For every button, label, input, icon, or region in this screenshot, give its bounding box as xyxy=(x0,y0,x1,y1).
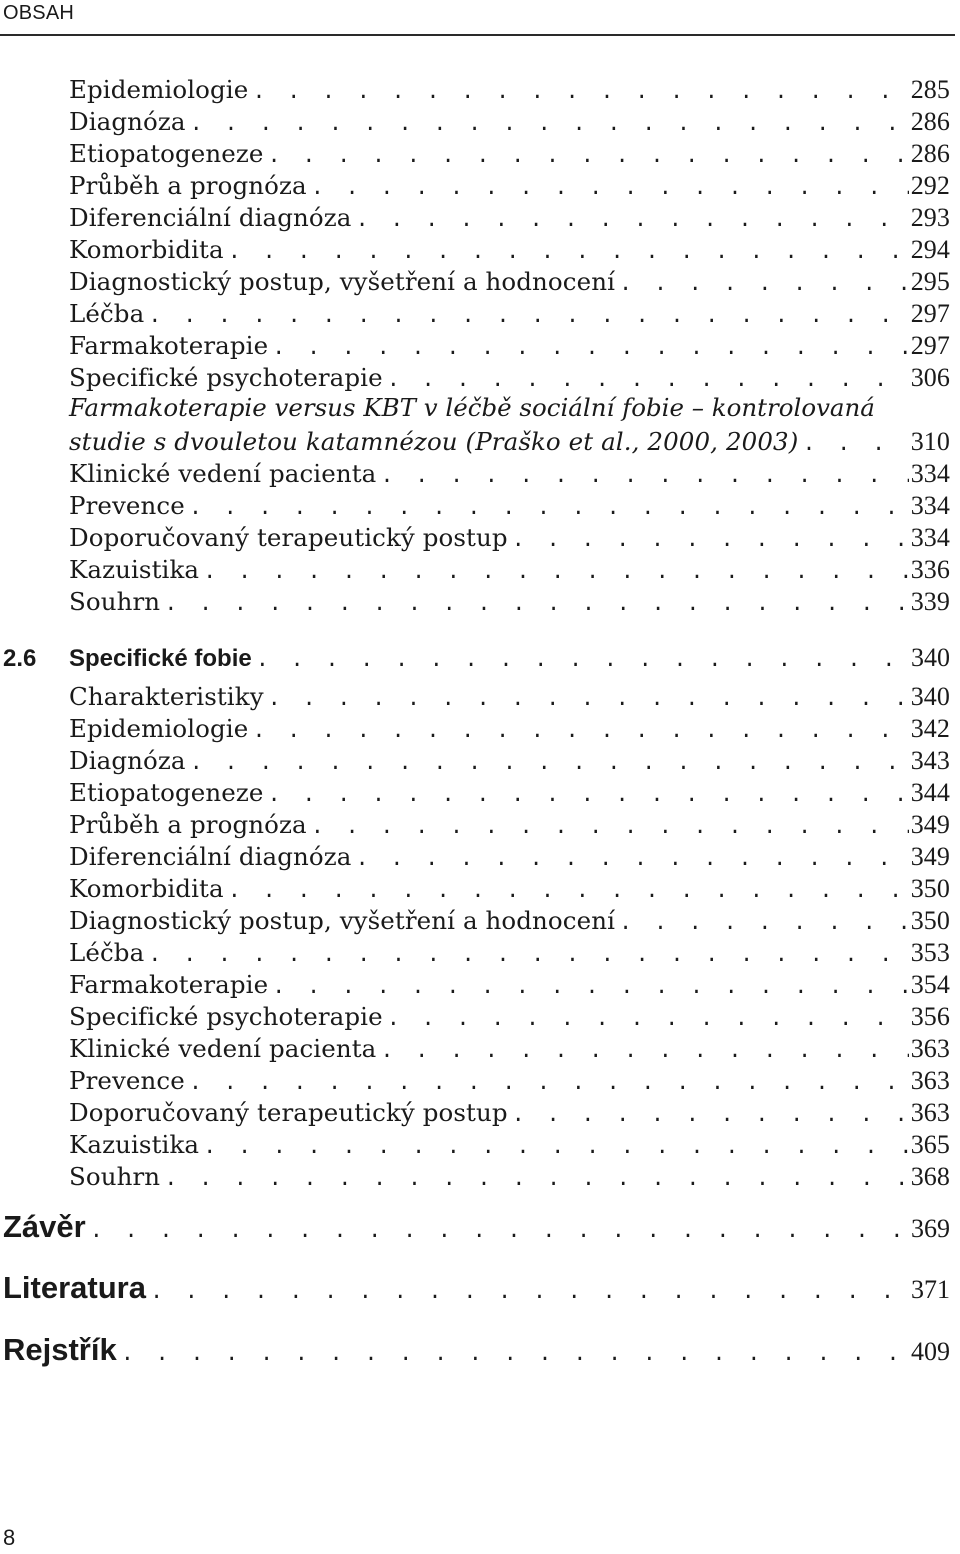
section-number: 2.6 xyxy=(3,645,37,672)
toc-entry-label: Specifické psychoterapie xyxy=(69,363,383,392)
chapter-title: Literatura xyxy=(3,1270,146,1305)
toc-entry-page: 292 xyxy=(910,171,950,200)
toc-entry[interactable] xyxy=(69,138,950,170)
dot-leader xyxy=(150,1273,909,1308)
dot-leader xyxy=(267,780,908,809)
dot-leader xyxy=(148,940,908,969)
toc-entry[interactable] xyxy=(69,170,950,202)
toc-entry-label: Diagnóza xyxy=(69,746,186,775)
dot-leader xyxy=(203,1132,909,1161)
toc-entry-page: 363 xyxy=(910,1034,950,1063)
toc-entry[interactable] xyxy=(69,554,950,586)
toc-entry-label: Klinické vedení pacienta xyxy=(69,1034,377,1063)
toc-entry-label: Kazuistika xyxy=(69,1130,200,1159)
toc-entry[interactable] xyxy=(69,202,950,234)
dot-leader xyxy=(387,1004,909,1033)
toc-entry[interactable] xyxy=(69,234,950,266)
toc-entry-page: 293 xyxy=(910,203,950,232)
toc-entry[interactable] xyxy=(69,1161,950,1193)
toc-entry[interactable] xyxy=(69,362,950,394)
toc-entry[interactable] xyxy=(69,330,950,362)
dot-leader xyxy=(268,684,909,713)
toc-entry-page: 342 xyxy=(910,714,950,743)
toc-entry[interactable] xyxy=(69,1033,950,1065)
toc-entry-label: Etiopatogeneze xyxy=(69,139,264,168)
toc-entry-label: Souhrn xyxy=(69,587,161,616)
toc-entry-page: 344 xyxy=(910,778,950,807)
dot-leader xyxy=(267,141,908,170)
toc-entry-label: Epidemiologie xyxy=(69,714,249,743)
toc-entry-label: Epidemiologie xyxy=(69,75,249,104)
toc-entry[interactable] xyxy=(69,681,950,713)
toc-entry-page: 336 xyxy=(910,555,950,584)
toc-entry-label: Komorbidita xyxy=(69,874,224,903)
toc-entry[interactable] xyxy=(69,777,950,809)
dot-leader xyxy=(311,812,909,841)
toc-entry-page: 350 xyxy=(910,906,950,935)
toc-entry-page: 297 xyxy=(910,299,950,328)
dot-leader xyxy=(190,748,909,777)
toc-entry-page: 334 xyxy=(910,491,950,520)
toc-entry-label: Diferenciální diagnóza xyxy=(69,203,352,232)
toc-entry[interactable] xyxy=(69,266,950,298)
dot-leader xyxy=(380,461,908,490)
toc-entry[interactable] xyxy=(69,1097,950,1129)
toc-entry-label: Diagnostický postup, vyšetření a hodnocení xyxy=(69,906,616,935)
dot-leader xyxy=(272,972,909,1001)
toc-entry-page: 350 xyxy=(910,874,950,903)
toc-entry[interactable] xyxy=(69,1001,950,1033)
dot-leader xyxy=(189,493,909,522)
dot-leader xyxy=(256,645,909,674)
toc-entry-label: Léčba xyxy=(69,299,145,328)
dot-leader xyxy=(311,173,909,202)
toc-entry-page: 339 xyxy=(910,587,950,616)
toc-entry-page: 371 xyxy=(911,1275,950,1304)
toc-entry-label: Kazuistika xyxy=(69,555,200,584)
toc-chapter[interactable] xyxy=(3,1207,950,1247)
toc-entry-page: 285 xyxy=(910,75,950,104)
toc-entry-page: 286 xyxy=(910,139,950,168)
toc-entry-page: 286 xyxy=(910,107,950,136)
dot-leader xyxy=(356,205,909,234)
dot-leader xyxy=(189,1068,909,1097)
dot-leader xyxy=(190,109,909,138)
toc-entry-label: studie s dvouletou katamnézou (Praško et al., 2000, 2003) xyxy=(69,427,799,456)
toc-entry[interactable] xyxy=(69,809,950,841)
toc-section-heading[interactable] xyxy=(3,642,950,674)
toc-entry-page: 340 xyxy=(910,682,950,711)
toc-chapter[interactable] xyxy=(3,1268,950,1308)
dot-leader xyxy=(164,589,909,618)
dot-leader xyxy=(356,844,909,873)
toc-entry-label: Diagnostický postup, vyšetření a hodnocení xyxy=(69,267,616,296)
dot-leader xyxy=(619,908,909,937)
toc-entry-page: 409 xyxy=(911,1337,950,1366)
toc-entry[interactable] xyxy=(69,905,950,937)
toc-entry[interactable] xyxy=(69,586,950,618)
toc-entry[interactable] xyxy=(69,937,950,969)
dot-leader xyxy=(380,1036,908,1065)
toc-entry-label: Průběh a prognóza xyxy=(69,171,307,200)
dot-leader xyxy=(121,1335,909,1370)
page-header xyxy=(0,0,960,36)
dot-leader xyxy=(619,269,909,298)
toc-entry-page: 294 xyxy=(910,235,950,264)
toc-entry-page: 349 xyxy=(910,842,950,871)
dot-leader xyxy=(387,365,909,394)
dot-leader xyxy=(203,557,909,586)
toc-entry[interactable] xyxy=(69,458,950,490)
toc-entry[interactable] xyxy=(69,1129,950,1161)
section-name: Specifické fobie xyxy=(69,645,252,672)
toc-entry[interactable] xyxy=(69,106,950,138)
toc-entry-page: 306 xyxy=(910,363,950,392)
toc-entry[interactable] xyxy=(69,873,950,905)
toc-entry-page: 356 xyxy=(910,1002,950,1031)
toc-entry-label: Klinické vedení pacienta xyxy=(69,459,377,488)
toc-entry-label: Specifické psychoterapie xyxy=(69,1002,383,1031)
toc-entry[interactable] xyxy=(69,426,950,458)
dot-leader xyxy=(164,1164,909,1193)
toc-entry-label: Léčba xyxy=(69,938,145,967)
dot-leader xyxy=(252,716,908,745)
toc-entry-label: Farmakoterapie xyxy=(69,331,269,360)
toc-entry[interactable] xyxy=(69,745,950,777)
toc-entry[interactable] xyxy=(69,969,950,1001)
toc-entry-label: Diagnóza xyxy=(69,107,186,136)
toc-entry-label: Souhrn xyxy=(69,1162,161,1191)
toc-entry-page: 369 xyxy=(911,1214,950,1243)
dot-leader xyxy=(90,1212,909,1247)
toc-entry-label: Farmakoterapie xyxy=(69,970,269,999)
toc-entry-page: 297 xyxy=(910,331,950,360)
toc-entry[interactable] xyxy=(69,74,950,106)
toc-entry-page: 295 xyxy=(910,267,950,296)
toc-entry-label: Doporučovaný terapeutický postup xyxy=(69,523,508,552)
dot-leader xyxy=(148,301,908,330)
toc-entry[interactable] xyxy=(69,713,950,745)
header-divider xyxy=(0,34,955,36)
toc-chapter[interactable] xyxy=(3,1330,950,1370)
toc-entry[interactable] xyxy=(69,522,950,554)
toc-entry-label: Komorbidita xyxy=(69,235,224,264)
toc-entry-label: Průběh a prognóza xyxy=(69,810,307,839)
toc-entry-page: 354 xyxy=(910,970,950,999)
toc-entry-page: 368 xyxy=(910,1162,950,1191)
dot-leader xyxy=(512,1100,909,1129)
toc-entry-page: 334 xyxy=(910,459,950,488)
chapter-title: Rejstřík xyxy=(3,1332,117,1367)
toc-entry-page: 363 xyxy=(910,1066,950,1095)
section-title xyxy=(3,643,252,674)
dot-leader xyxy=(228,876,909,905)
dot-leader xyxy=(272,333,909,362)
toc-entry-label: Prevence xyxy=(69,1066,185,1095)
toc-entry-label: Prevence xyxy=(69,491,185,520)
toc-entry-page: 310 xyxy=(910,427,950,456)
toc-entry-page: 343 xyxy=(910,746,950,775)
toc-entry[interactable] xyxy=(69,490,950,522)
toc-entry[interactable] xyxy=(69,1065,950,1097)
toc-entry[interactable] xyxy=(69,841,950,873)
chapter-title: Závěr xyxy=(3,1209,86,1244)
toc-entry[interactable] xyxy=(69,298,950,330)
page-number: 8 xyxy=(3,1525,16,1550)
toc-entry-page: 353 xyxy=(910,938,950,967)
toc-entry-italic-line1[interactable]: Farmakoterapie versus KBT v léčbě sociální fobie – kontrolovaná xyxy=(69,393,875,422)
running-head: OBSAH xyxy=(3,2,75,24)
dot-leader xyxy=(228,237,909,266)
toc-entry-page: 349 xyxy=(910,810,950,839)
toc-entry-label: Doporučovaný terapeutický postup xyxy=(69,1098,508,1127)
toc-entry-page: 365 xyxy=(910,1130,950,1159)
dot-leader xyxy=(802,429,908,458)
toc-entry-page: 340 xyxy=(911,643,950,672)
toc-entry-label: Charakteristiky xyxy=(69,682,264,711)
dot-leader xyxy=(252,77,908,106)
toc-entry-page: 363 xyxy=(910,1098,950,1127)
dot-leader xyxy=(512,525,909,554)
toc-entry-label: Etiopatogeneze xyxy=(69,778,264,807)
toc-entry-page: 334 xyxy=(910,523,950,552)
toc-entry-label: Diferenciální diagnóza xyxy=(69,842,352,871)
